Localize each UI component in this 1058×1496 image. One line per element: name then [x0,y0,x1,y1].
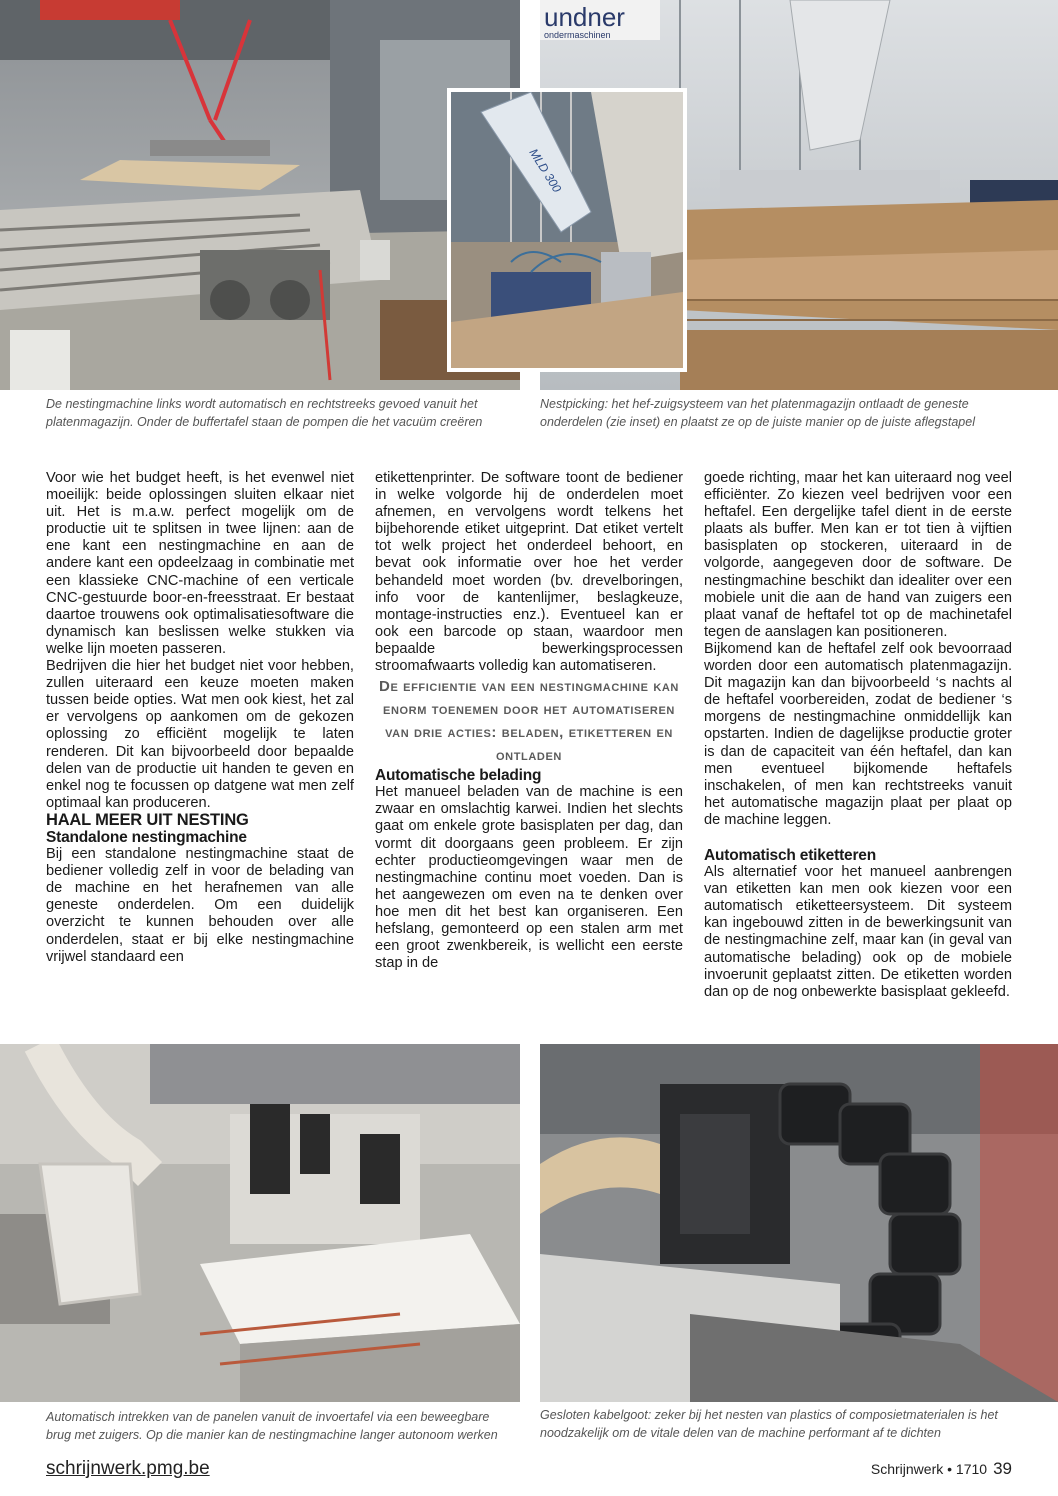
cable-carrier-image [540,1044,1058,1402]
footer-issue [871,1459,1012,1479]
caption-bottom-right: Gesloten kabelgoot: zeker bij het nesten van plastics of composietmaterialen is het noodzakelijk om de vitale delen van de machine performant af te dichten [540,1408,998,1440]
col1-paragraph-3: Bij een standalone nestingmachine staat de bediener volledig zelf in voor de belading van de machine en het herafnemen van alle geneste onderdelen. Om een duidelijk overzicht te kunnen behouden over alle onderdelen, staat er bij elke nestingmachine vrijwel standaard een [46,846,354,965]
website-link[interactable]: schrijnwerk.pmg.be [46,1458,210,1479]
col3-paragraph-2: Bijkomend kan de heftafel zelf ook bevoorraad worden door een automatisch platenmagazijn. Dit magazijn kan dan bijvoorbeeld ‘s nachts al de heftafel voorbereiden, zodat de bediener ‘s morgens de nestingmachine onmiddellijk kan opstarten. Indien de dagelijkse productie groter is dan de capaciteit van één heftafel, dan kan men eventueel bijkomende heftafels inschakelen, of men kan rechtstreeks vanuit het automatische magazijn plaat per plaat op de machine leggen. [704,640,1012,828]
text-column-3 [704,470,1012,1001]
warehouse-image [0,0,520,390]
brand-logo-sub: ondermaschinen [544,30,611,40]
subheading-belading: Automatische belading [375,767,542,785]
caption-top-right: Nestpicking: het hef-zuigsysteem van het platenmagazijn ontlaadt de geneste onderdelen (zie inset) en plaatst ze op de juiste manier op de juiste aflegstapel [540,397,975,429]
infeed-image [0,1044,520,1402]
col1-paragraph-1: Voor wie het budget heeft, is het evenwel niet moeilijk: beide oplossingen sluiten elkaar niet uit. Het is m.a.w. perfect mogelijk om de productie uit te splitsen in twee lijnen: aan de ene kant een nestingmachine en aan de andere kant een opdeelzaag in combinatie met een klassieke CNC-machine of een verticale CNC-gestuurde boor-en-freesstraat. Er bestaat daartoe trouwens ook optimalisatiesoftware die dynamisch kan beslissen welke stukken via welke lijn moeten passeren. [46,470,354,657]
subheading-etiketteren: Automatisch etiketteren [704,846,876,864]
col3-paragraph-3: Als alternatief voor het manueel aanbrengen van etiketten kan men ook kiezen voor een automatisch etiketteersysteem. Dit systeem kan ingebouwd zitten in de bewerkingsunit van de nestingmachine zelf, maar kan (in geval van automatische belading) ook op de mobiele invoerunit geplaatst zitten. De etiketten worden dan op de nog onbewerkte basisplaat gekleefd. [704,864,1012,1000]
mld300-label: MLD 300 [526,146,565,195]
page-number: 39 [993,1459,1012,1478]
inset-image [451,92,683,368]
pull-quote: De efficientie van een nestingmachine kan enorm toenemen door het automatiseren van drie acties: beladen, etiketteren en ontladen [379,678,679,765]
magazine-issue: Schrijnwerk • 1710 [870,1461,988,1477]
caption-bottom-left: Automatisch intrekken van de panelen vanuit de invoertafel via een beweegbare brug met zuigers. Op die manier kan de nestingmachine langer autonoom werken [46,1410,498,1442]
text-column-2 [375,470,683,972]
col2-paragraph-1: etikettenprinter. De software toont de bediener in welke volgorde hij de onderdelen moet afnemen, en vervolgens wordt telkens het bijbehorende etiket uitgeprint. Dat etiket vertelt tot welk project het onderdeel behoort, en bevat ook informatie over hoe het verder behandeld moet worden (bv. drevelboringen, info voor de kantenlijmer, beslagkeuze, montage-instructies enz.). Eventueel kan er ook een barcode op staan, waardoor men bepaalde bewerkingsprocessen stroomafwaarts volledig kan automatiseren. [375,470,683,675]
section-heading: HAAL MEER UIT NESTING [46,810,249,829]
subheading-standalone: Standalone nestingmachine [46,828,247,846]
col1-paragraph-2: Bedrijven die hier het budget niet voor hebben, zullen uiteraard een keuze moeten maken tussen beide opties. Wat men ook kiest, het zal er vervolgens op aankomen om de gekozen oplossing zo efficiënt mogelijk te laten renderen. Dit kan bijvoorbeeld door bepaalde delen van de productie uit handen te geven en enkel nog te focussen op datgene wat men zelf optimaal kan produceren. [46,658,354,811]
photo-mld300-inset [447,88,687,372]
brand-logo: undner [544,2,625,32]
photo-nesting-machine-warehouse [0,0,520,390]
text-column-1 [46,470,354,966]
photo-cable-carrier [540,1044,1058,1402]
col3-paragraph-1: goede richting, maar het kan uiteraard nog veel efficiënter. Zo kiezen veel bedrijven voor een heftafel. Een dergelijke tafel dient in de eerste plaats als buffer. Men kan er tot tien à vijftien basisplaten op stockeren, uiteraard in de volgorde, aangegeven door de software. De nestingmachine beschikt dan idealiter over een mobiele unit die aan de hand van zuigers een plaat vanaf de heftafel tot op de machinetafel tegen de aanslagen kan positioneren. [704,470,1012,640]
photo-infeed-bridge-suction [0,1044,520,1402]
col2-paragraph-2: Het manueel beladen van de machine is een zwaar en omslachtig karwei. Indien het slechts gaat om enkele grote basisplaten per dag, dan vormt dit doorgaans geen probleem. Er zijn echter productieomgevingen waar men de nestingmachine continu moet voeden. Dan is het aangewezen om even na te denken over hoe men dit het best kan organiseren. Een hefslang, gemonteerd op een stalen arm met een groot zwenkbereik, is wellicht een eerste stap in de [375,784,683,972]
caption-top-left: De nestingmachine links wordt automatisch en rechtstreeks gevoed vanuit het platenmagazijn. Onder de buffertafel staan de pompen die het vacuüm creëren [46,397,483,429]
